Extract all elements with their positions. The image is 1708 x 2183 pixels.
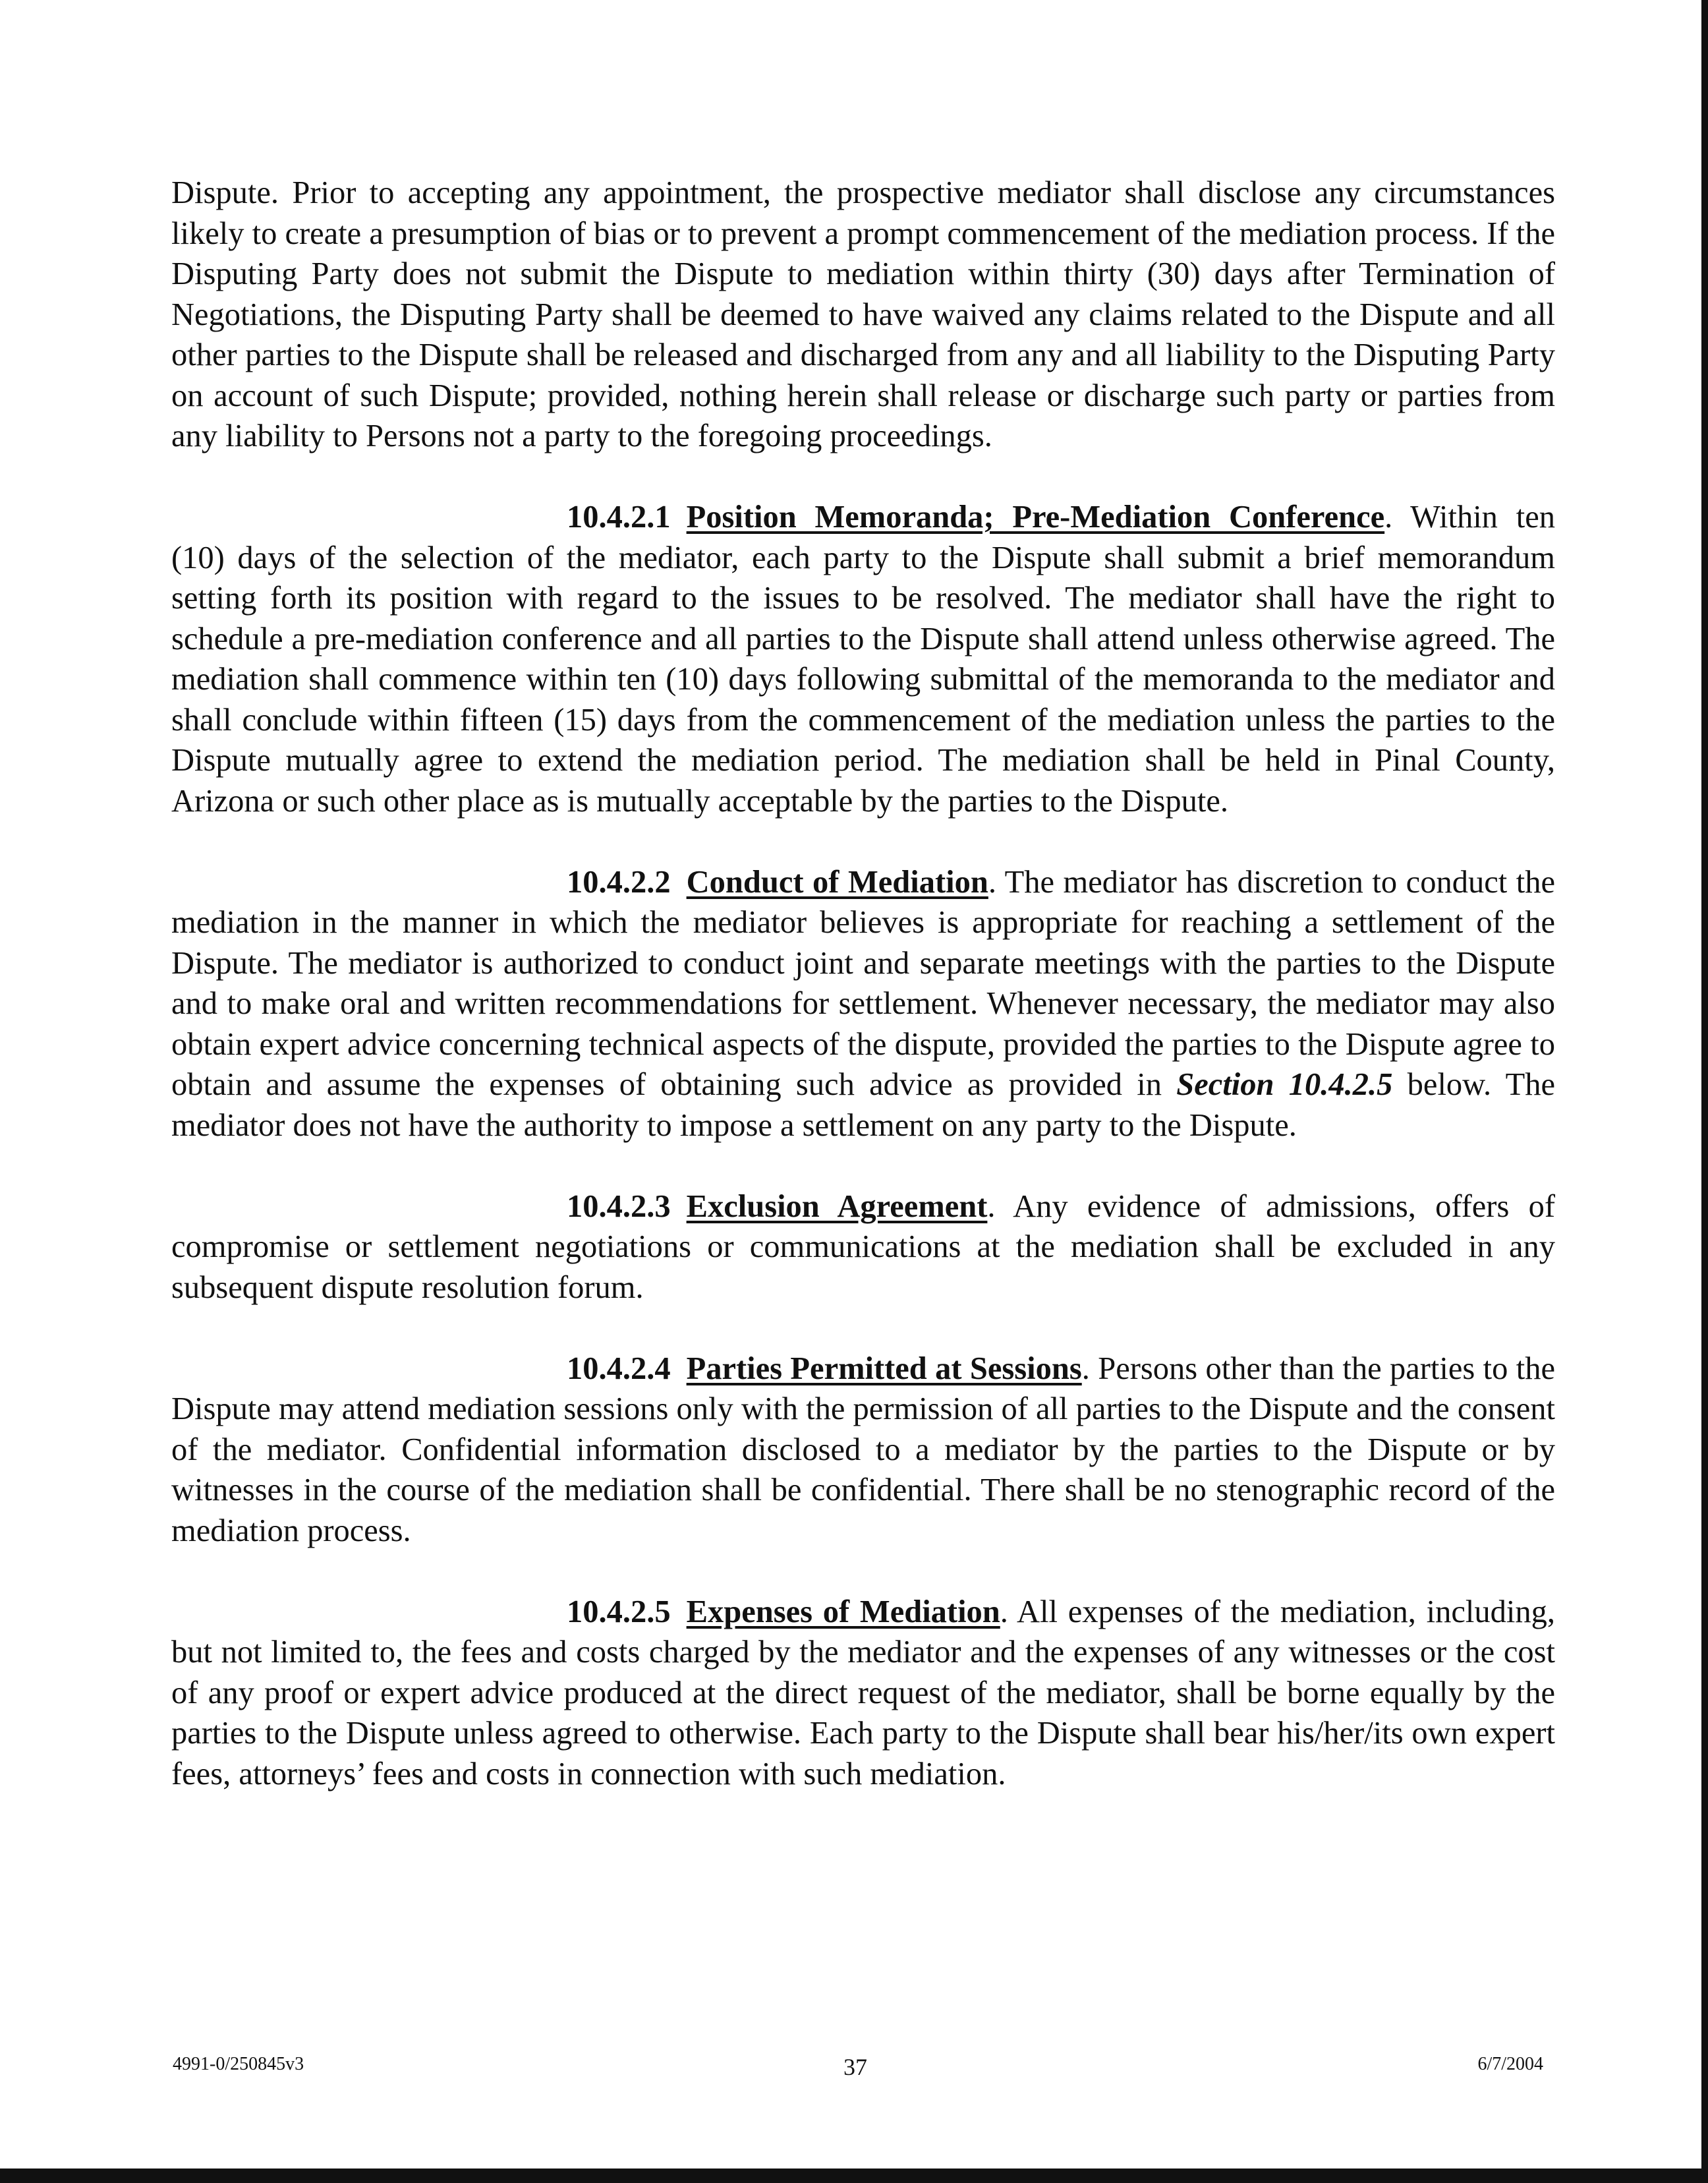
section-10-4-2-5 [171,1592,1555,1795]
section-body: . The mediator has discretion to conduct the mediation in the manner in which the mediator believes is appropriate for reaching a settlement of the Dispute. The mediator is authorized to conduct joint and separate meetings with the parties to the Dispute and to make oral and written recommendations for settlement. Whenever necessary, the mediator may also obtain expert advice concerning technical aspects of the dispute, provided the parties to the Dispute agree to obtain and assume the expenses of obtaining such advice as provided in [171,864,1555,1102]
section-body: . All expenses of the mediation, including, but not limited to, the fees and costs charged by the mediator and the expenses of any witnesses or the cost of any proof or expert advice produced at the direct request of the mediator, shall be borne equally by the parties to the Dispute unless agreed to otherwise. Each party to the Dispute shall bear his/her/its own expert fees, attorneys’ fees and costs in connection with such mediation. [171,1594,1555,1791]
section-10-4-2-2 [171,862,1555,1146]
footer-page-number: 37 [843,2054,867,2080]
section-heading: Expenses of Mediation [686,1594,1000,1629]
section-10-4-2-3 [171,1186,1555,1308]
section-heading: Conduct of Mediation [686,864,988,900]
footer-date: 6/7/2004 [1477,2054,1543,2074]
section-body-continued: below. The mediator does not have the authority to impose a settlement on any party to the Dispute. [171,1067,1555,1143]
section-number: 10.4.2.2 [567,864,671,900]
section-number: 10.4.2.5 [567,1594,671,1629]
section-body: . Persons other than the parties to the Dispute may attend mediation sessions only with the permission of all parties to the Dispute and the consent of the mediator. Confidential information disclosed to a mediator by the parties to the Dispute or by witnesses in the course of the mediation shall be confidential. There shall be no stenographic record of the mediation process. [171,1351,1555,1548]
section-number: 10.4.2.3 [567,1188,671,1224]
scan-edge-right [1701,0,1708,2183]
section-heading: Position Memoranda; Pre-Mediation Conference [686,500,1385,535]
section-heading: Parties Permitted at Sessions [686,1351,1082,1386]
section-body: . Any evidence of admissions, offers of compromise or settlement negotiations or communications at the mediation shall be excluded in any subsequent dispute resolution forum. [171,1188,1555,1305]
section-heading: Exclusion Agreement [686,1188,988,1224]
section-cross-reference: Section 10.4.2.5 [1176,1067,1393,1102]
document-body [171,173,1555,1835]
intro-paragraph: Dispute. Prior to accepting any appointment, the prospective mediator shall disclose any circumstances likely to create a presumption of bias or to prevent a prompt commencement of the mediation process. If the Disputing Party does not submit the Dispute to mediation within thirty (30) days after Termination of Negotiations, the Disputing Party shall be deemed to have waived any claims related to the Dispute and all other parties to the Dispute shall be released and discharged from any and all liability to the Disputing Party on account of such Dispute; provided, nothing herein shall release or discharge such party or parties from any liability to Persons not a party to the foregoing proceedings. [171,175,1555,453]
section-10-4-2-4 [171,1349,1555,1552]
footer-doc-id: 4991-0/250845v3 [173,2054,304,2074]
section-number: 10.4.2.4 [567,1351,671,1386]
section-10-4-2-1 [171,497,1555,821]
section-number: 10.4.2.1 [567,500,671,535]
section-body: . Within ten (10) days of the selection of the mediator, each party to the Dispute shall submit a brief memorandum setting forth its position with regard to the issues to be resolved. The mediator shall have the right to schedule a pre-mediation conference and all parties to the Dispute shall attend unless otherwise agreed. The mediation shall commence within ten (10) days following submittal of the memoranda to the mediator and shall conclude within fifteen (15) days from the commencement of the mediation unless the parties to the Dispute mutually agree to extend the mediation period. The mediation shall be held in Pinal County, Arizona or such other place as is mutually acceptable by the parties to the Dispute. [171,500,1555,819]
scan-edge-bottom [0,2168,1708,2183]
